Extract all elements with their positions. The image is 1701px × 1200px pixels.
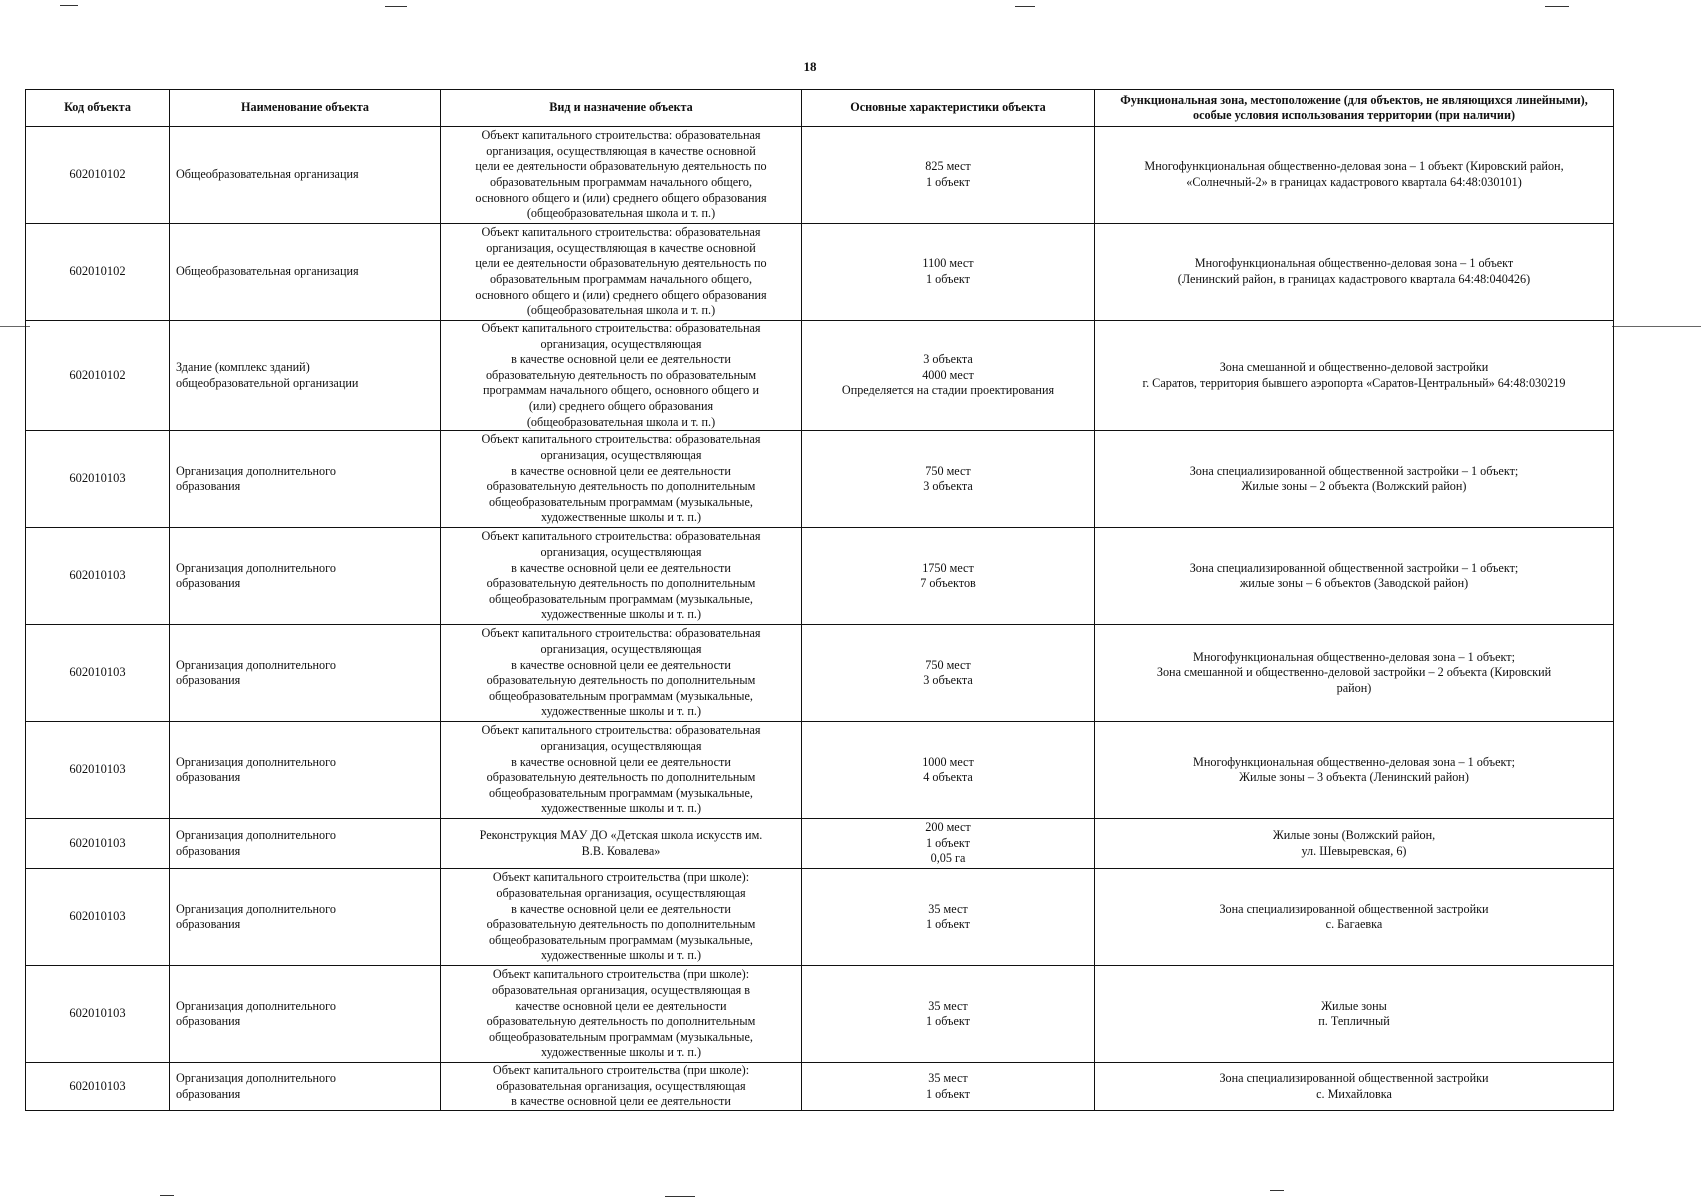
table-row xyxy=(26,224,1614,321)
cell-kind xyxy=(441,869,802,966)
cell-characteristics-text: 750 мест 3 объекта xyxy=(923,657,973,688)
cell-characteristics xyxy=(802,625,1095,722)
cell-name-text: Организация дополнительного образования xyxy=(176,828,336,858)
header-kind: Вид и назначение объекта xyxy=(441,90,802,127)
cell-zone-text: Жилые зоны (Волжский район, ул. Шевыревская, 6) xyxy=(1272,828,1436,858)
cell-characteristics xyxy=(802,869,1095,966)
scan-artifact-line xyxy=(385,6,407,7)
scan-artifact-line xyxy=(160,1195,174,1196)
cell-zone xyxy=(1095,321,1614,431)
cell-kind xyxy=(441,722,802,819)
cell-characteristics xyxy=(802,224,1095,321)
cell-characteristics-text: 1000 мест 4 объекта xyxy=(922,754,974,785)
cell-zone-text: Многофункциональная общественно-деловая зона – 1 объект; Зона смешанной и общественно-деловой застройки – 2 объекта (Кировский район) xyxy=(1156,649,1552,695)
cell-kind-text: Объект капитального строительства: образовательная организация, осуществляющая в качестве основной цели ее деятельности образовательную деятельность по дополнительным общеобразовательным программам (музыкальные, художественные школы и т. п.) xyxy=(481,529,761,622)
cell-kind xyxy=(441,966,802,1063)
table-row xyxy=(26,625,1614,722)
cell-name xyxy=(170,869,441,966)
table-row xyxy=(26,1063,1614,1111)
header-zone: Функциональная зона, местоположение (для объектов, не являющихся линейными), особые условия использования территории (при наличии) xyxy=(1095,90,1614,127)
cell-zone xyxy=(1095,431,1614,528)
cell-kind-text: Объект капитального строительства: образовательная организация, осуществляющая в качестве основной цели ее деятельности образовательную деятельность по образовательным программам начального общего, основного общего и (или) среднего общего образования (общеобразовательная школа и т. п.) xyxy=(475,225,767,318)
cell-kind xyxy=(441,528,802,625)
header-name: Наименование объекта xyxy=(170,90,441,127)
cell-zone xyxy=(1095,528,1614,625)
cell-zone-text: Жилые зоны п. Тепличный xyxy=(1318,998,1390,1029)
scan-artifact-line xyxy=(1015,6,1035,7)
cell-code: 602010103 xyxy=(26,528,170,625)
cell-name-text: Организация дополнительного образования xyxy=(176,657,336,688)
cell-characteristics xyxy=(802,819,1095,869)
cell-kind-text: Объект капитального строительства: образовательная организация, осуществляющая в качестве основной цели ее деятельности образовательную деятельность по образовательным программам начального общего, основного общего и (или) среднего общего образования (общеобразовательная школа и т. п.) xyxy=(475,128,767,221)
cell-zone xyxy=(1095,722,1614,819)
cell-characteristics-text: 35 мест 1 объект xyxy=(926,998,970,1029)
cell-name-text: Организация дополнительного образования xyxy=(176,998,336,1029)
table-row xyxy=(26,966,1614,1063)
cell-characteristics xyxy=(802,431,1095,528)
cell-zone xyxy=(1095,625,1614,722)
header-code: Код объекта xyxy=(26,90,170,127)
cell-code: 602010103 xyxy=(26,1063,170,1111)
cell-name xyxy=(170,966,441,1063)
cell-zone xyxy=(1095,1063,1614,1111)
cell-characteristics-text: 35 мест 1 объект xyxy=(926,901,970,932)
cell-kind-text: Объект капитального строительства: образовательная организация, осуществляющая в качестве основной цели ее деятельности образовательную деятельность по дополнительным общеобразовательным программам (музыкальные, художественные школы и т. п.) xyxy=(481,432,761,525)
cell-name-text: Организация дополнительного образования xyxy=(176,901,336,932)
cell-zone xyxy=(1095,819,1614,869)
cell-kind-text: Объект капитального строительства (при школе): образовательная организация, осуществляющая в качестве основной цели ее деятельности образовательную деятельность по дополнительным общеобразовательным программам (музыкальные, художественные школы и т. п.) xyxy=(486,870,756,963)
cell-kind-text: Объект капитального строительства (при школе): образовательная организация, осуществляющая в качестве основной цели ее деятельности образовательную деятельность по дополнительным общеобразовательным программам (музыкальные, художественные школы и т. п.) xyxy=(486,967,756,1060)
cell-characteristics-text: 35 мест 1 объект xyxy=(926,1071,970,1101)
table-row xyxy=(26,819,1614,869)
cell-kind-text: Объект капитального строительства: образовательная организация, осуществляющая в качестве основной цели ее деятельности образовательную деятельность по дополнительным общеобразовательным программам (музыкальные, художественные школы и т. п.) xyxy=(481,626,761,719)
cell-name-text: Общеобразовательная организация xyxy=(176,167,359,182)
cell-kind xyxy=(441,1063,802,1111)
scan-artifact-line xyxy=(1270,1190,1284,1191)
page-number: 18 xyxy=(803,59,817,74)
cell-kind-text: Объект капитального строительства: образовательная организация, осуществляющая в качестве основной цели ее деятельности образовательную деятельность по образовательным программам начального общего, основного общего и (или) среднего общего образования (общеобразовательная школа и т. п.) xyxy=(481,321,761,429)
cell-name xyxy=(170,625,441,722)
cell-zone xyxy=(1095,966,1614,1063)
table-header-row xyxy=(26,90,1614,127)
cell-code: 602010103 xyxy=(26,869,170,966)
cell-name xyxy=(170,1063,441,1111)
header-characteristics: Основные характеристики объекта xyxy=(802,90,1095,127)
cell-zone-text: Многофункциональная общественно-деловая зона – 1 объект (Кировский район, «Солнечный-2» в границах кадастрового квартала 64:48:030101) xyxy=(1144,159,1564,189)
cell-characteristics xyxy=(802,321,1095,431)
cell-name-text: Организация дополнительного образования xyxy=(176,560,336,591)
cell-zone-text: Многофункциональная общественно-деловая зона – 1 объект (Ленинский район, в границах кадастрового квартала 64:48:040426) xyxy=(1177,256,1531,286)
scan-artifact-line xyxy=(60,5,78,6)
cell-kind-text: Реконструкция МАУ ДО «Детская школа искусств им. В.В. Ковалева» xyxy=(479,828,763,858)
cell-kind xyxy=(441,625,802,722)
cell-kind xyxy=(441,224,802,321)
cell-characteristics xyxy=(802,966,1095,1063)
cell-characteristics-text: 1750 мест 7 объектов xyxy=(920,560,976,591)
table-row xyxy=(26,127,1614,224)
table-row xyxy=(26,321,1614,431)
cell-name-text: Здание (комплекс зданий) общеобразовательной организации xyxy=(176,359,359,390)
cell-name xyxy=(170,819,441,869)
cell-zone xyxy=(1095,224,1614,321)
cell-zone xyxy=(1095,127,1614,224)
cell-characteristics xyxy=(802,1063,1095,1111)
cell-code: 602010103 xyxy=(26,722,170,819)
cell-code: 602010103 xyxy=(26,819,170,869)
cell-characteristics-text: 3 объекта 4000 мест Определяется на стадии проектирования xyxy=(841,352,1055,398)
table-row xyxy=(26,722,1614,819)
cell-zone-text: Зона смешанной и общественно-деловой застройки г. Саратов, территория бывшего аэропорта «Саратов-Центральный» 64:48:030219 xyxy=(1142,359,1566,390)
scan-artifact-line xyxy=(665,1196,695,1197)
cell-kind xyxy=(441,819,802,869)
cell-code: 602010103 xyxy=(26,625,170,722)
cell-name xyxy=(170,127,441,224)
cell-code: 602010103 xyxy=(26,966,170,1063)
cell-code: 602010103 xyxy=(26,431,170,528)
cell-name xyxy=(170,224,441,321)
cell-code: 602010102 xyxy=(26,224,170,321)
table-row xyxy=(26,528,1614,625)
cell-zone-text: Зона специализированной общественной застройки – 1 объект; Жилые зоны – 2 объекта (Волжский район) xyxy=(1189,463,1519,494)
cell-characteristics-text: 1100 мест 1 объект xyxy=(922,256,974,286)
cell-kind-text: Объект капитального строительства: образовательная организация, осуществляющая в качестве основной цели ее деятельности образовательную деятельность по дополнительным общеобразовательным программам (музыкальные, художественные школы и т. п.) xyxy=(481,723,761,816)
cell-kind xyxy=(441,127,802,224)
cell-name xyxy=(170,431,441,528)
cell-name xyxy=(170,722,441,819)
table-row xyxy=(26,431,1614,528)
cell-name-text: Организация дополнительного образования xyxy=(176,754,336,785)
cell-zone xyxy=(1095,869,1614,966)
objects-table xyxy=(25,89,1614,1111)
cell-characteristics-text: 750 мест 3 объекта xyxy=(923,463,973,494)
scan-artifact-line xyxy=(1545,6,1569,7)
scan-artifact-line xyxy=(1612,326,1701,327)
cell-kind-text: Объект капитального строительства (при школе): образовательная организация, осуществляющая в качестве основной цели ее деятельности xyxy=(492,1063,750,1109)
cell-characteristics xyxy=(802,528,1095,625)
cell-name-text: Общеобразовательная организация xyxy=(176,264,359,279)
cell-zone-text: Многофункциональная общественно-деловая зона – 1 объект; Жилые зоны – 3 объекта (Ленинский район) xyxy=(1193,754,1515,785)
table-row xyxy=(26,869,1614,966)
cell-zone-text: Зона специализированной общественной застройки – 1 объект; жилые зоны – 6 объектов (Заводской район) xyxy=(1189,560,1519,591)
cell-name-text: Организация дополнительного образования xyxy=(176,1071,336,1101)
cell-characteristics-text: 200 мест 1 объект 0,05 га xyxy=(925,820,971,866)
cell-code: 602010102 xyxy=(26,127,170,224)
cell-name xyxy=(170,528,441,625)
cell-characteristics xyxy=(802,127,1095,224)
cell-code: 602010102 xyxy=(26,321,170,431)
cell-name-text: Организация дополнительного образования xyxy=(176,463,336,494)
cell-zone-text: Зона специализированной общественной застройки с. Багаевка xyxy=(1219,901,1489,932)
cell-name xyxy=(170,321,441,431)
cell-zone-text: Зона специализированной общественной застройки с. Михайловка xyxy=(1219,1071,1489,1101)
cell-characteristics-text: 825 мест 1 объект xyxy=(925,159,971,189)
cell-kind xyxy=(441,321,802,431)
cell-kind xyxy=(441,431,802,528)
cell-characteristics xyxy=(802,722,1095,819)
